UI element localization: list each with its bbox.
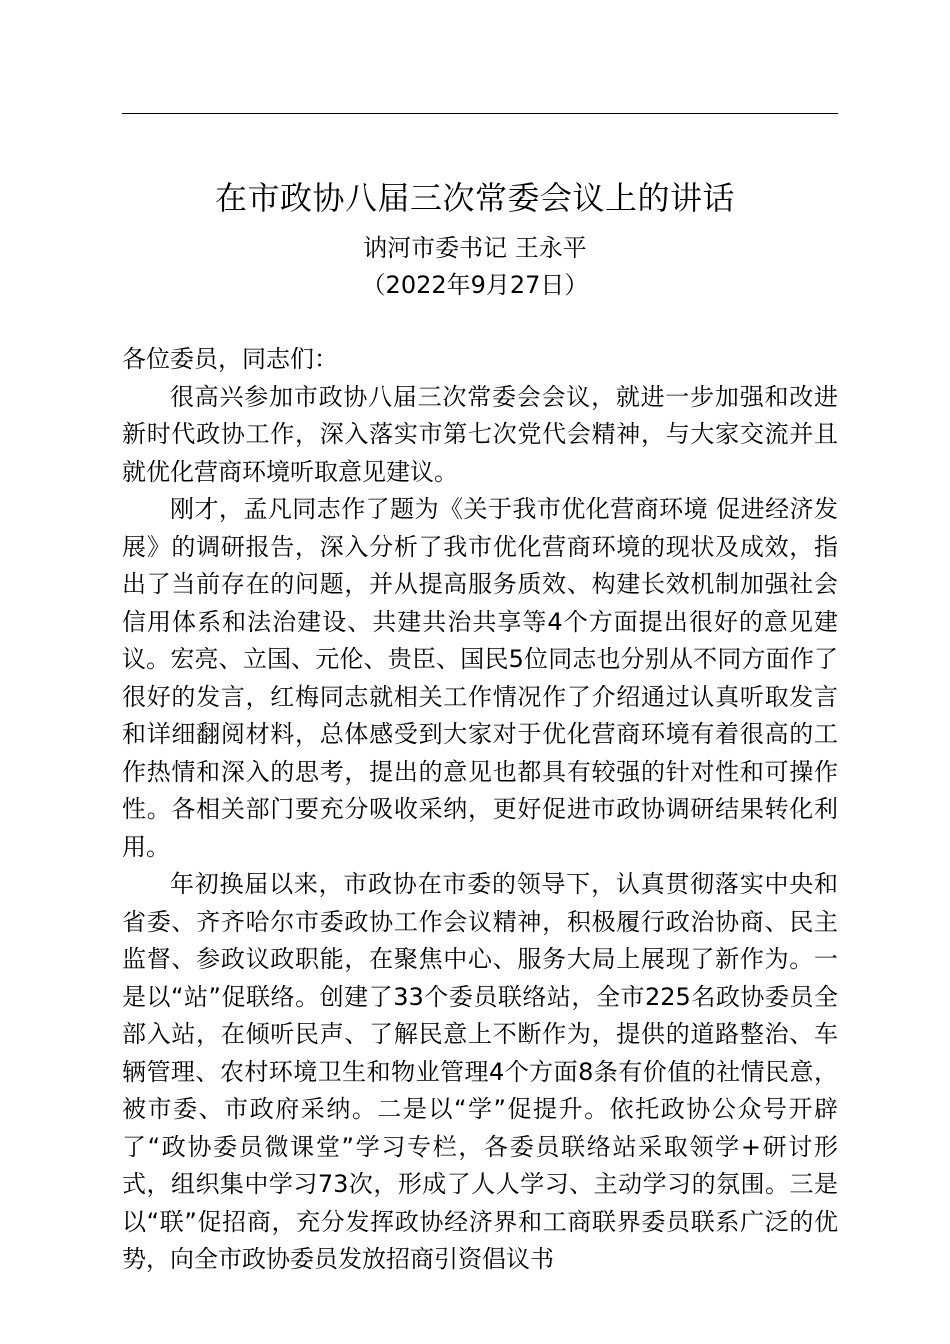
document-author: 讷河市委书记 王永平 xyxy=(363,234,587,262)
paragraph: 很高兴参加市政协八届三次常委会会议，就进一步加强和改进新时代政协工作，深入落实市第七次党代会精神，与大家交流并且就优化营商环境听取意见建议。 xyxy=(122,382,838,486)
header-rule xyxy=(122,113,838,114)
document-title: 在市政协八届三次常委会议上的讲话 xyxy=(214,179,735,217)
document-body xyxy=(122,341,838,1279)
salutation: 各位委员，同志们： xyxy=(122,345,338,373)
paragraph: 年初换届以来，市政协在市委的领导下，认真贯彻落实中央和省委、齐齐哈尔市委政协工作会议精神，积极履行政治协商、民主监督、参政议政职能，在聚焦中心、服务大局上展现了新作为。一是以“站”促联络。创建了33个委员联络站，全市225名政协委员全部入站，在倾听民声、了解民意上不断作为，提供的道路整治、车辆管理、农村环境卫生和物业管理4个方面8条有价值的社情民意，被市委、市政府采纳。二是以“学”促提升。依托政协公众号开辟了“政协委员微课堂”学习专栏，各委员联络站采取领学+研讨形式，组织集中学习73次，形成了人人学习、主动学习的氛围。三是以“联”促招商，充分发挥政协经济界和工商联界委员联系广泛的优势，向全市政协委员发放招商引资倡议书 xyxy=(122,870,838,1273)
document-date: （2022年9月27日） xyxy=(361,271,589,299)
paragraph: 刚才，孟凡同志作了题为《关于我市优化营商环境 促进经济发展》的调研报告，深入分析了我市优化营商环境的现状及成效，指出了当前存在的问题，并从提高服务质效、构建长效机制加强社会信用体系和法治建设、共建共治共享等4个方面提出很好的意见建议。宏亮、立国、元伦、贵臣、国民5位同志也分别从不同方面作了很好的发言，红梅同志就相关工作情况作了介绍通过认真听取发言和详细翻阅材料，总体感受到大家对于优化营商环境有着很高的工作热情和深入的思考，提出的意见也都具有较强的针对性和可操作性。各相关部门要充分吸收采纳，更好促进市政协调研结果转化利用。 xyxy=(122,495,838,861)
